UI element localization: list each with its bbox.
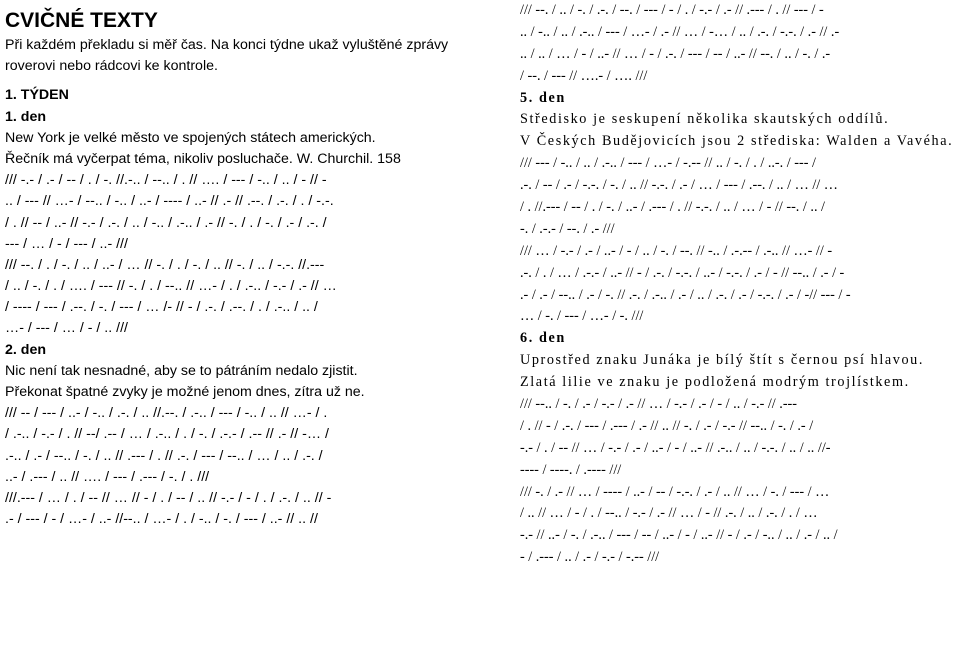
day5-heading: 5. den [520, 89, 566, 106]
right-column [520, 0, 960, 569]
day2-code-line: .-.. / .- / --.. / -. / .. // .--- / . // .-. / --- / --.. / … / .. / .-. / [5, 447, 323, 464]
day1-code-line: /// --. / . / -. / .. / ..- / … // -. / . / -. / .. // -. / .. / -.-. //.--- [5, 256, 325, 273]
day5-text-line: V Českých Budějovicích jsou 2 střediska: Walden a Vavéha. [520, 133, 954, 150]
day2-text-line: Překonat špatné zvyky je možné jenom dnes, zítra už ne. [5, 384, 365, 400]
day1-code-line: / ---- / --- / .--. / -. / --- / … /- // - / .-. / .--. / . / .-.. / .. / [5, 299, 318, 316]
day1-text-line: Řečník má vyčerpat téma, nikoliv posluchače. W. Churchil. 158 [5, 150, 401, 167]
week-heading: 1. TÝDEN [5, 87, 69, 104]
day5-code-line: .- / .- / --.. / .- / -. // .-. / .-.. / .- / .. / .-. / .- / -.-. / .- / -// --- / - [520, 286, 851, 303]
day1-code-line: --- / … / - / --- / ..- /// [5, 235, 128, 252]
day6-code-line: - / .--- / .. / .- / -.- / -.-- /// [520, 549, 660, 566]
day1-code-line: / . // -- / ..- // -.- / .-. / .. / -.. / .-.. / .- // -. / . / -. / .- / .-. / [5, 214, 327, 231]
day1-code-line: /// -.- / .- / -- / . / -. //.-.. / --.. / . // …. / --- / -.. / .. / - // - [5, 172, 327, 189]
day6-code-line: -.- // ..- / -. / .-.. / --- / -- / ..- / - / ..- // - / .- / -.. / .. / .- / .. / [520, 527, 838, 544]
left-column [5, 0, 473, 530]
day5-code-line: -. / .-.- / --. / .- /// [520, 220, 615, 237]
intro-line-1: Při každém překladu si měř čas. Na konci týdne ukaž vyluštěné zprávy [5, 37, 449, 53]
day6-code-line: / .. // … / - / . / --.. / -.- / .- // … / - // .-. / .. / .-. / . / … [520, 505, 818, 522]
day5-code-line: .-. / -- / .- / -.-. / -. / .. // -.-. / .- / … / --- / .--. / .. / … // … [520, 177, 838, 194]
day1-code-line: .. / --- // …- / --.. / -.. / ..- / ---- / ..- // .- // .--. / .-. / . / -.-. [5, 193, 334, 210]
day2-code-line: ///.--- / … / . / -- // … // - / . / -- / .. // -.- / - / . / .-. / .. // - [5, 489, 332, 506]
day1-code-line: …- / --- / … / - / .. /// [5, 320, 128, 337]
day5-code-line: .-. / . / … / .-.- / ..- // - / .-. / -.-. / ..- / -.-. / .- / - // --.. / .- / - [520, 264, 845, 281]
continued-code-line: /// --. / .. / -. / .-. / --. / --- / - / . / -.- / .- // .--- / . // --- / - [520, 2, 824, 18]
day5-code-line: / . //.--- / -- / . / -. / ..- / .--- / . // -.-. / .. / … / - // --. / .. / [520, 199, 825, 216]
day2-code-line: /// -- / --- / ..- / -.. / .-. / .. //.--. / .-.. / --- / -.. / .. // …- / . [5, 405, 328, 422]
day6-code-line: ---- / ----. / .---- /// [520, 461, 622, 478]
continued-code-line: .. / -.. / .. / .-.. / --- / …- / .- // … / -… / .. / .-. / -.-. / .- // .- [520, 23, 840, 40]
day1-heading: 1. den [5, 108, 46, 125]
day6-code-line: /// --.. / -. / .- / -.- / .- // … / -.- / .- / - / .. / -.- // .--- [520, 396, 797, 413]
day2-code-line: .- / --- / - / …- / ..- //--.. / …- / . / -.. / -. / --- / ..- // .. // [5, 511, 318, 528]
day2-text-line: Nic není tak nesnadné, aby se to pátráním nedalo zjistit. [5, 362, 358, 379]
continued-code-line: .. / .. / … / - / ..- // … / - / .-. / --- / -- / ..- // --. / .. / -. / .- [520, 45, 831, 62]
day1-code-line: / .. / -. / . / …. / --- // -. / . / --.. // …- / . / .-.. / -.- / .- // … [5, 278, 337, 295]
day5-code-line: /// --- / -.. / .. / .-.. / --- / …- / -.-- // .. / -. / . / ..-. / --- / [520, 155, 816, 172]
day6-code-line: /// -. / .- // … / ---- / ..- / -- / -.-. / .- / .. // … / -. / --- / … [520, 483, 830, 500]
day6-text-line: Uprostřed znaku Junáka je bílý štít s černou psí hlavou. [520, 352, 925, 369]
day2-code-line: / .-.. / -.- / . // --/ .-- / … / .-.. / . / -. / .-.- / .-- // .- // -… / [5, 426, 329, 443]
day6-heading: 6. den [520, 330, 566, 347]
day6-text-line: Zlatá lilie ve znaku je podložená modrým trojlístkem. [520, 374, 910, 391]
day1-text-line: New York je velké město ve spojených státech amerických. [5, 129, 376, 146]
day2-heading: 2. den [5, 341, 46, 358]
continued-code-line: / --. / --- // ….- / …. /// [520, 67, 648, 84]
day2-code-line: ..- / .--- / .. // …. / --- / .--- / -. / . /// [5, 468, 210, 485]
intro-line-2: roverovi nebo rádcovi ke kontrole. [5, 58, 218, 75]
day5-code-line: … / -. / --- / …- / -. /// [520, 308, 644, 325]
day5-code-line: /// … / -.- / .- / ..- / - / .. / -. / --. // -.. / .-.-- / .-.. // …- // - [520, 242, 833, 259]
day6-code-line: -.- / . / -- // … / -.- / .- / ..- / - / ..- // .-.. / .. / -.-. / .. / .. //- [520, 439, 831, 456]
day6-code-line: / . // - / .-. / --- / .--- / .- // .. // -. / .- / -.- // --.. / -. / .- / [520, 417, 814, 434]
day5-text-line: Středisko je seskupení několika skautských oddílů. [520, 111, 890, 128]
page-title: CVIČNÉ TEXTY [5, 9, 158, 32]
